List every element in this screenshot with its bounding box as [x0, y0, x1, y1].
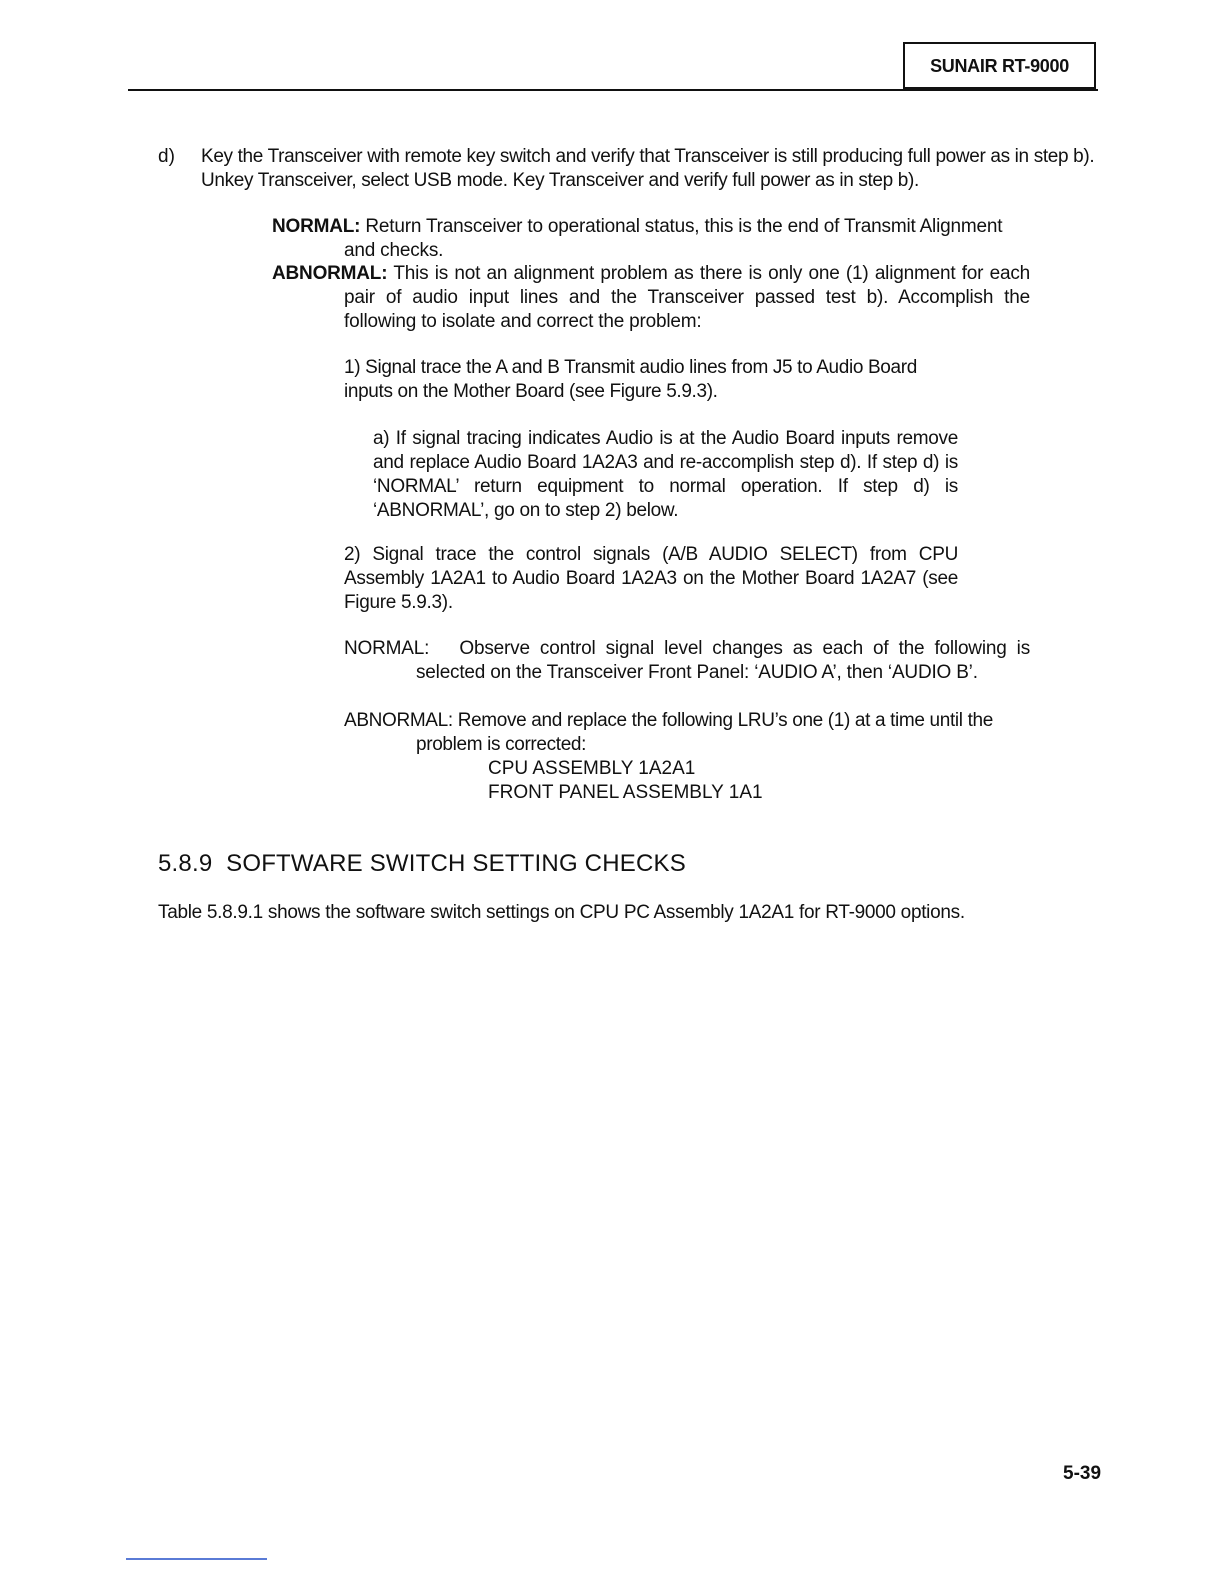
- abnormal-label-2: ABNORMAL:: [344, 710, 453, 731]
- abnormal-label-1: ABNORMAL:: [272, 263, 388, 284]
- step-2-text: 2) Signal trace the control signals (A/B AUDIO SELECT) from CPU Assembly 1A2A1 to Audio Board 1A2A3 on the Mother Board 1A2A7 (see Figure 5.9.3).: [344, 544, 958, 613]
- header-rule: [128, 89, 1098, 91]
- lru-item: CPU ASSEMBLY 1A2A1: [488, 758, 696, 779]
- step-d-text: Key the Transceiver with remote key switch and verify that Transceiver is still producing full power as in step b). Unkey Transceiver, select USB mode. Key Transceiver and verify full power as in step b).: [201, 146, 1095, 191]
- lru-item: FRONT PANEL ASSEMBLY 1A1: [488, 782, 763, 803]
- step-1a-text: a) If signal tracing indicates Audio is at the Audio Board inputs remove and replace Audio Board 1A2A3 and re-accomplish step d). If step d) is ‘NORMAL’ return equipment to normal operation. If step d) is ‘ABNORMAL’, go on to step 2) below.: [373, 428, 958, 521]
- page-number: 5-39: [1063, 1463, 1102, 1484]
- abnormal-result-1: [272, 262, 1030, 334]
- header-title-box: [903, 42, 1096, 89]
- normal-text-1: Return Transceiver to operational status, this is the end of Transmit Alignment and checks.: [344, 216, 1003, 261]
- footer-line: [126, 1558, 267, 1560]
- abnormal-result-2: [344, 709, 1030, 757]
- abnormal-text-2: Remove and replace the following LRU’s one (1) at a time until the problem is corrected:: [416, 710, 993, 755]
- lru-list: [488, 757, 763, 805]
- normal-label-1: NORMAL:: [272, 216, 361, 237]
- step-d-marker: d): [158, 146, 175, 167]
- section-heading: 5.8.9 SOFTWARE SWITCH SETTING CHECKS: [158, 850, 686, 877]
- normal-result-2: [344, 637, 1030, 685]
- step-1-text: 1) Signal trace the A and B Transmit audio lines from J5 to Audio Board inputs on the Mother Board (see Figure 5.9.3).: [344, 357, 917, 402]
- normal-result-1: [272, 215, 1030, 263]
- section-body: Table 5.8.9.1 shows the software switch settings on CPU PC Assembly 1A2A1 for RT-9000 options.: [158, 902, 965, 923]
- abnormal-text-1: This is not an alignment problem as there is only one (1) alignment for each pair of audio input lines and the Transceiver passed test b). Accomplish the following to isolate and correct the problem:: [344, 263, 1030, 332]
- header-title: SUNAIR RT-9000: [930, 55, 1069, 76]
- normal-label-2: NORMAL:: [344, 638, 430, 659]
- normal-text-2: Observe control signal level changes as each of the following is selected on the Transceiver Front Panel: ‘AUDIO A’, then ‘AUDIO B’.: [416, 638, 1030, 683]
